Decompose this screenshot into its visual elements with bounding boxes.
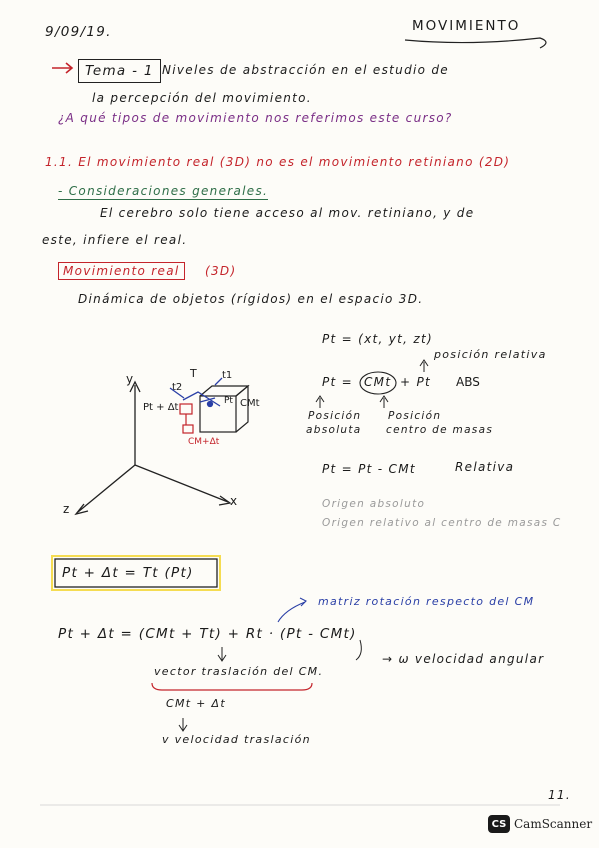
considerations-line1: El cerebro solo tiene acceso al mov. retiniano, y de (100, 206, 475, 220)
expansion-equation: Pt + Δt = (CMt + Tt) + Rt · (Pt - CMt) (58, 626, 357, 642)
eq-sum-rhs: + Pt (400, 375, 432, 389)
topic-heading-line2: la percepción del movimiento. (92, 91, 312, 105)
diagram-T-label: T (190, 367, 197, 380)
angular-velocity-note: → ω velocidad angular (382, 652, 545, 666)
rotation-matrix-note: matriz rotación respecto del CM (318, 595, 535, 608)
page-number: 11. (548, 788, 571, 802)
considerations-heading: - Consideraciones generales. (58, 184, 269, 198)
cube-side (236, 386, 248, 432)
translation-vector-note: vector traslación del CM. (154, 665, 324, 678)
eq-sum-cm: CMt (364, 375, 392, 389)
cm-dt-term: CMt + Δt (166, 697, 226, 710)
camscanner-text: CamScanner (514, 817, 593, 831)
title-underline (405, 38, 546, 48)
cube-top (200, 386, 248, 396)
diagram-x-label: x (230, 494, 238, 508)
eq-pt-def: Pt = (xt, yt, zt) (322, 332, 433, 346)
eq-relative-label: Relativa (455, 460, 515, 474)
cm-position-note-1: Posición (388, 410, 442, 422)
relative-position-note: posición relativa (434, 348, 547, 361)
key-equation: Pt + Δt = Tt (Pt) (62, 565, 194, 581)
origin-relative-note: Origen relativo al centro de masas C (322, 517, 562, 529)
diagram-cm-dt-label: CM+Δt (188, 437, 220, 447)
camscanner-logo-icon: CS (488, 815, 510, 833)
page-date: 9/09/19. (45, 24, 112, 40)
abs-position-note-1: Posición (308, 410, 362, 422)
diagram-y-label: y (126, 372, 134, 386)
topic-label: Tema - 1 (78, 59, 161, 83)
diagram-pt-label: Pt (224, 396, 233, 406)
red-cube (180, 404, 193, 433)
translation-velocity-note: v velocidad traslación (162, 733, 311, 746)
x-axis (135, 465, 230, 505)
page-title: MOVIMIENTO (412, 18, 521, 34)
z-axis (76, 465, 135, 514)
rotation-arrow (278, 602, 305, 622)
translation-bracket (152, 683, 312, 690)
real-motion-label: Movimiento real (58, 262, 185, 280)
considerations-line2: este, infiere el real. (42, 233, 188, 247)
origin-absolute-note: Origen absoluto (322, 498, 426, 510)
eq-sum-lhs: Pt = (322, 375, 354, 389)
section-1-1-heading: 1.1. El movimiento real (3D) no es el movimiento retiniano (2D) (45, 155, 511, 169)
cube-object (200, 386, 248, 432)
real-motion-description: Dinámica de objetos (rígidos) en el espacio 3D. (78, 292, 424, 306)
red-pointer-arrow (52, 63, 72, 73)
diagram-cmt-label: CMt (240, 398, 260, 409)
abs-position-note-2: absoluta (306, 424, 362, 436)
camscanner-watermark (488, 815, 592, 833)
eq-relative: Pt = Pt - CMt (322, 462, 416, 476)
topic-heading-line1: Niveles de abstracción en el estudio de (162, 63, 449, 77)
diagram-z-label: z (63, 502, 70, 516)
eq-abs-label: ABS (456, 375, 480, 389)
diagram-t1-label: t1 (222, 370, 233, 381)
diagram-pt-dt-label: Pt + Δt (143, 402, 179, 413)
y-axis (130, 382, 140, 465)
topic-question: ¿A qué tipos de movimiento nos referimos este curso? (58, 111, 453, 125)
real-motion-suffix: (3D) (205, 264, 237, 278)
diagram-t2-label: t2 (172, 382, 183, 393)
cm-position-note-2: centro de masas (386, 424, 494, 436)
